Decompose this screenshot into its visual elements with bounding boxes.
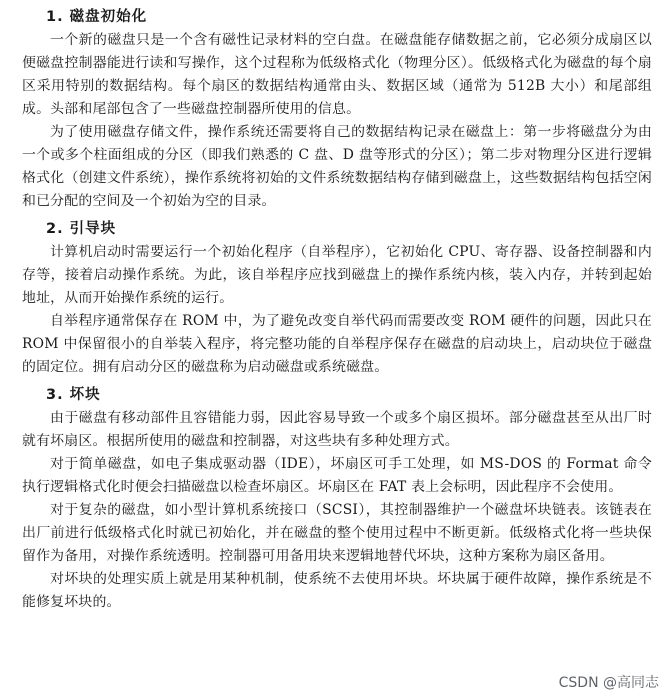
section-bad-blocks <box>22 384 652 614</box>
section-heading: 3. 坏块 <box>46 387 101 403</box>
paragraph: 对于复杂的磁盘，如小型计算机系统接口（SCSI），其控制器维护一个磁盘坏块链表。该链表在出厂前进行低级格式化时就已初始化，并在磁盘的整个使用过程中不断更新。低级格式化将一些块保留作为备用，对操作系统透明。控制器可用备用块来逻辑地替代坏块，这种方案称为扇区备用。 <box>22 502 652 564</box>
paragraph: 自举程序通常保存在 ROM 中，为了避免改变自举代码而需要改变 ROM 硬件的问题，因此只在 ROM 中保留很小的自举装入程序，将完整功能的自举程序保存在磁盘的启动块上，启动块位于磁盘的固定位。拥有启动分区的磁盘称为启动磁盘或系统磁盘。 <box>22 313 652 375</box>
document-body <box>22 6 652 616</box>
paragraph: 对于简单磁盘，如电子集成驱动器（IDE），坏扇区可手工处理，如 MS-DOS 的 Format 命令执行逻辑格式化时便会扫描磁盘以检查坏扇区。坏扇区在 FAT 表上会标明，因此程序不会使用。 <box>22 456 652 495</box>
paragraph: 为了使用磁盘存储文件，操作系统还需要将自己的数据结构记录在磁盘上：第一步将磁盘分为由一个或多个柱面组成的分区（即我们熟悉的 C 盘、D 盘等形式的分区）；第二步对物理分区进行逻辑格式化（创建文件系统），操作系统将初始的文件系统数据结构存储到磁盘上，这些数据结构包括空闲和已分配的空间及一个初始为空的目录。 <box>22 124 652 209</box>
paragraph: 计算机启动时需要运行一个初始化程序（自举程序），它初始化 CPU、寄存器、设备控制器和内存等，接着启动操作系统。为此，该自举程序应找到磁盘上的操作系统内核，装入内存，并转到起始地址，从而开始操作系统的运行。 <box>22 244 652 306</box>
paragraph: 对坏块的处理实质上就是用某种机制，使系统不去使用坏块。坏块属于硬件故障，操作系统是不能修复坏块的。 <box>22 571 652 610</box>
section-boot-block <box>22 218 652 379</box>
section-disk-initialization <box>22 6 652 213</box>
paragraph: 由于磁盘有移动部件且容错能力弱，因此容易导致一个或多个扇区损坏。部分磁盘甚至从出厂时就有坏扇区。根据所使用的磁盘和控制器，对这些块有多种处理方式。 <box>22 410 652 449</box>
section-heading: 2. 引导块 <box>46 221 117 237</box>
paragraph: 一个新的磁盘只是一个含有磁性记录材料的空白盘。在磁盘能存储数据之前，它必须分成扇区以便磁盘控制器能进行读和写操作，这个过程称为低级格式化（物理分区）。低级格式化为磁盘的每个扇区采用特别的数据结构。每个扇区的数据结构通常由头、数据区域（通常为 512B 大小）和尾部组成。头部和尾部包含了一些磁盘控制器所使用的信息。 <box>22 32 652 117</box>
csdn-watermark: CSDN @高同志 <box>556 672 662 692</box>
section-heading: 1. 磁盘初始化 <box>46 9 148 25</box>
